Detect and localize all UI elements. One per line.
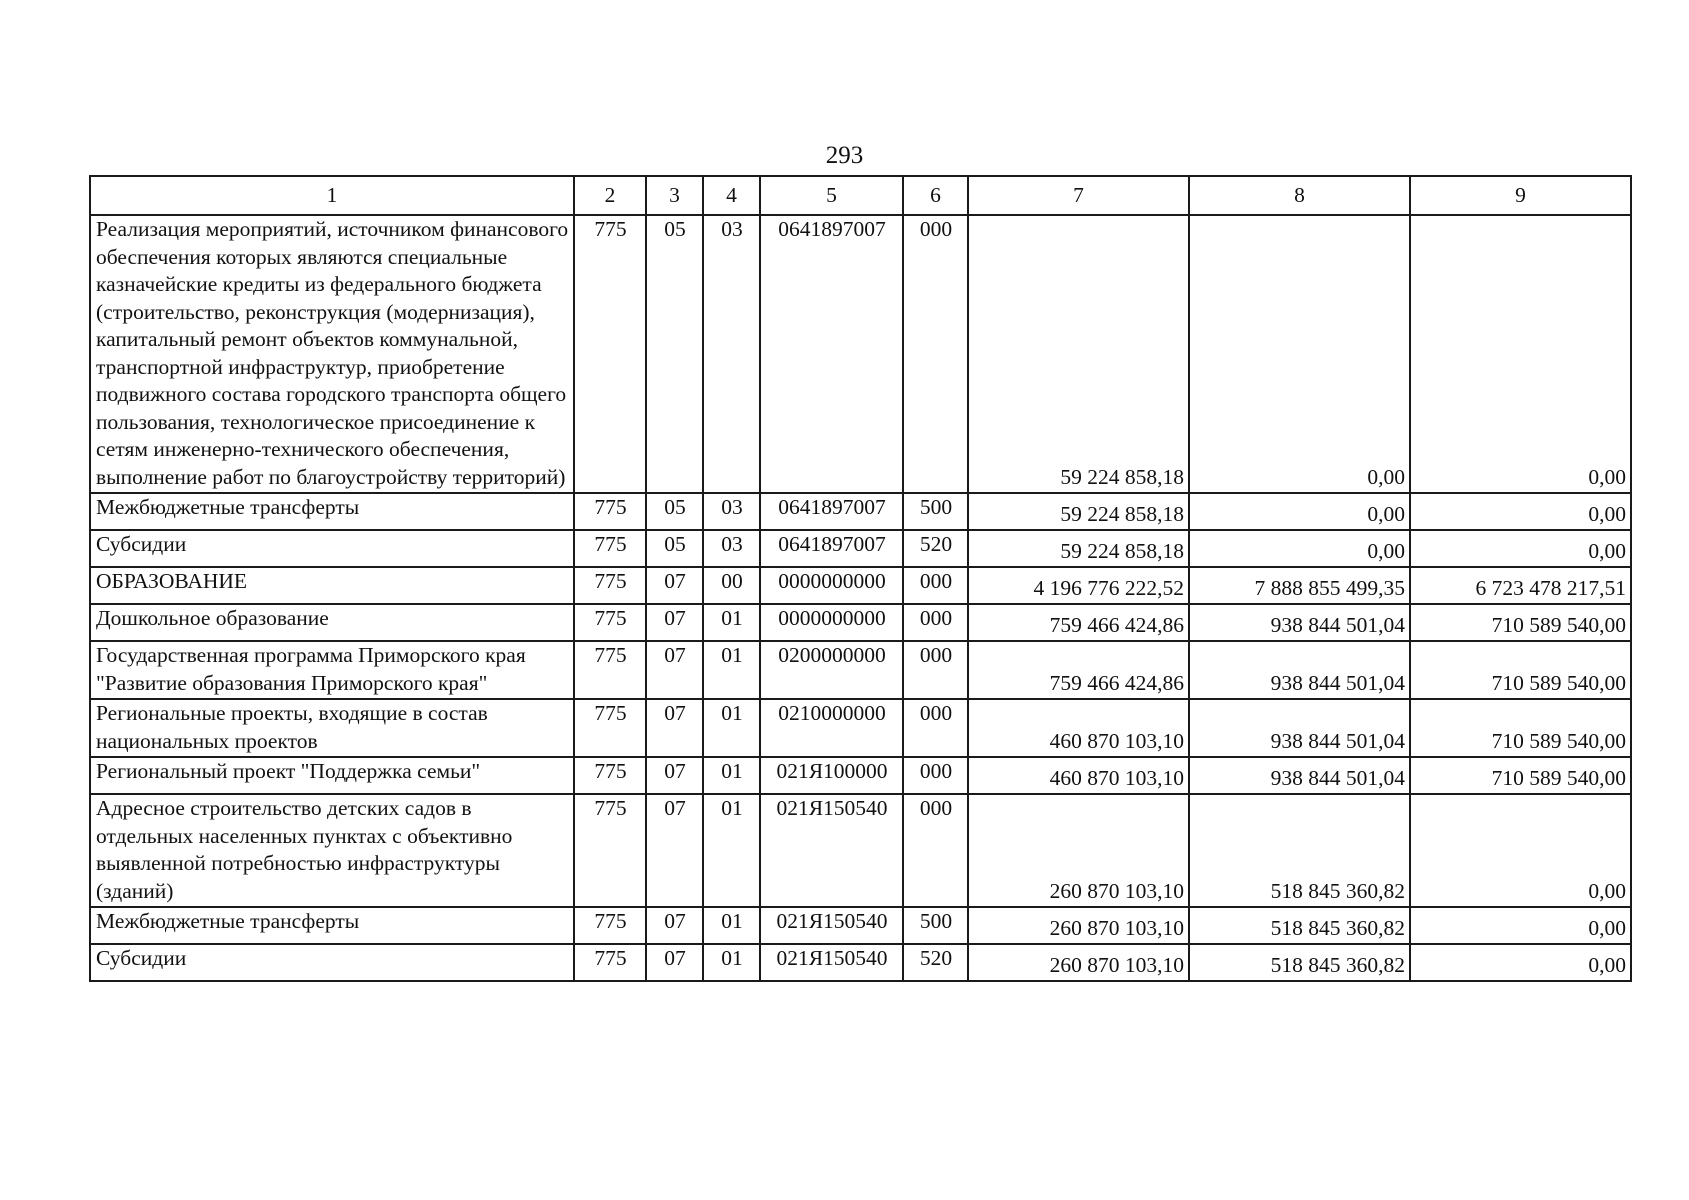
- amount-col7: 59 224 858,18: [968, 493, 1189, 530]
- amount-col8: 0,00: [1189, 215, 1410, 493]
- column-header: 3: [646, 176, 703, 215]
- code-target: 0641897007: [760, 530, 903, 567]
- row-name: Субсидии: [90, 944, 574, 981]
- budget-table: [89, 175, 1632, 982]
- amount-col8: 518 845 360,82: [1189, 907, 1410, 944]
- table-row: [90, 757, 1631, 794]
- amount-col8: 518 845 360,82: [1189, 794, 1410, 907]
- code-section: 07: [646, 699, 703, 757]
- column-header: 6: [903, 176, 968, 215]
- row-name: Субсидии: [90, 530, 574, 567]
- header-row: [90, 176, 1631, 215]
- code-target: 0000000000: [760, 567, 903, 604]
- code-section: 07: [646, 794, 703, 907]
- amount-col9: 0,00: [1410, 944, 1631, 981]
- code-gl-admin: 775: [574, 530, 646, 567]
- code-target: 0210000000: [760, 699, 903, 757]
- code-subsection: 01: [703, 641, 760, 699]
- amount-col9: 6 723 478 217,51: [1410, 567, 1631, 604]
- code-target: 0641897007: [760, 215, 903, 493]
- column-header: 4: [703, 176, 760, 215]
- amount-col9: 0,00: [1410, 530, 1631, 567]
- code-subsection: 01: [703, 907, 760, 944]
- page-number: 293: [825, 142, 864, 169]
- code-expense-type: 000: [903, 215, 968, 493]
- amount-col8: 518 845 360,82: [1189, 944, 1410, 981]
- code-expense-type: 500: [903, 493, 968, 530]
- row-name: Межбюджетные трансферты: [90, 907, 574, 944]
- amount-col9: 0,00: [1410, 215, 1631, 493]
- amount-col7: 260 870 103,10: [968, 944, 1189, 981]
- column-header: 7: [968, 176, 1189, 215]
- column-header: 1: [90, 176, 574, 215]
- code-expense-type: 000: [903, 604, 968, 641]
- code-subsection: 01: [703, 699, 760, 757]
- code-subsection: 01: [703, 944, 760, 981]
- amount-col9: 710 589 540,00: [1410, 604, 1631, 641]
- code-expense-type: 000: [903, 794, 968, 907]
- amount-col9: 710 589 540,00: [1410, 699, 1631, 757]
- amount-col7: 4 196 776 222,52: [968, 567, 1189, 604]
- code-section: 07: [646, 641, 703, 699]
- table-row: [90, 794, 1631, 907]
- code-section: 07: [646, 757, 703, 794]
- row-name: Реализация мероприятий, источником финансового обеспечения которых являются специальные казначейские кредиты из федерального бюджета (строительство, реконструкция (модернизация), капитальный ремонт объектов коммунальной, транспортной инфраструктур, приобретение подвижного состава городского транспорта общего пользования, технологическое присоединение к сетям инженерно-технического обеспечения, выполнение работ по благоустройству территорий): [90, 215, 574, 493]
- amount-col7: 759 466 424,86: [968, 604, 1189, 641]
- table-row: [90, 907, 1631, 944]
- table-row: [90, 215, 1631, 493]
- amount-col8: 938 844 501,04: [1189, 604, 1410, 641]
- code-expense-type: 500: [903, 907, 968, 944]
- code-gl-admin: 775: [574, 699, 646, 757]
- code-section: 07: [646, 604, 703, 641]
- code-target: 021Я100000: [760, 757, 903, 794]
- table-row: [90, 604, 1631, 641]
- amount-col7: 460 870 103,10: [968, 699, 1189, 757]
- code-section: 05: [646, 530, 703, 567]
- code-subsection: 01: [703, 604, 760, 641]
- code-expense-type: 520: [903, 530, 968, 567]
- code-subsection: 03: [703, 530, 760, 567]
- code-gl-admin: 775: [574, 215, 646, 493]
- code-target: 021Я150540: [760, 944, 903, 981]
- code-gl-admin: 775: [574, 794, 646, 907]
- table-row: [90, 493, 1631, 530]
- column-header: 5: [760, 176, 903, 215]
- amount-col7: 59 224 858,18: [968, 215, 1189, 493]
- amount-col9: 0,00: [1410, 493, 1631, 530]
- amount-col7: 59 224 858,18: [968, 530, 1189, 567]
- code-section: 07: [646, 907, 703, 944]
- code-gl-admin: 775: [574, 907, 646, 944]
- row-name: Дошкольное образование: [90, 604, 574, 641]
- row-name: ОБРАЗОВАНИЕ: [90, 567, 574, 604]
- amount-col8: 7 888 855 499,35: [1189, 567, 1410, 604]
- amount-col7: 260 870 103,10: [968, 794, 1189, 907]
- amount-col7: 759 466 424,86: [968, 641, 1189, 699]
- code-gl-admin: 775: [574, 757, 646, 794]
- row-name: Региональные проекты, входящие в состав национальных проектов: [90, 699, 574, 757]
- code-gl-admin: 775: [574, 493, 646, 530]
- code-section: 07: [646, 567, 703, 604]
- amount-col8: 0,00: [1189, 530, 1410, 567]
- table-row: [90, 641, 1631, 699]
- code-subsection: 00: [703, 567, 760, 604]
- amount-col8: 0,00: [1189, 493, 1410, 530]
- code-expense-type: 520: [903, 944, 968, 981]
- amount-col9: 0,00: [1410, 794, 1631, 907]
- code-gl-admin: 775: [574, 604, 646, 641]
- code-target: 0200000000: [760, 641, 903, 699]
- amount-col7: 260 870 103,10: [968, 907, 1189, 944]
- code-subsection: 03: [703, 215, 760, 493]
- amount-col8: 938 844 501,04: [1189, 757, 1410, 794]
- amount-col7: 460 870 103,10: [968, 757, 1189, 794]
- amount-col9: 710 589 540,00: [1410, 641, 1631, 699]
- amount-col9: 0,00: [1410, 907, 1631, 944]
- table-row: [90, 944, 1631, 981]
- amount-col8: 938 844 501,04: [1189, 699, 1410, 757]
- code-expense-type: 000: [903, 699, 968, 757]
- row-name: Региональный проект "Поддержка семьи": [90, 757, 574, 794]
- code-gl-admin: 775: [574, 567, 646, 604]
- code-subsection: 01: [703, 794, 760, 907]
- code-subsection: 01: [703, 757, 760, 794]
- amount-col8: 938 844 501,04: [1189, 641, 1410, 699]
- row-name: Государственная программа Приморского края "Развитие образования Приморского края": [90, 641, 574, 699]
- code-section: 05: [646, 493, 703, 530]
- code-subsection: 03: [703, 493, 760, 530]
- code-expense-type: 000: [903, 641, 968, 699]
- row-name: Межбюджетные трансферты: [90, 493, 574, 530]
- table-row: [90, 567, 1631, 604]
- code-target: 021Я150540: [760, 794, 903, 907]
- code-gl-admin: 775: [574, 944, 646, 981]
- table-row: [90, 699, 1631, 757]
- column-header: 8: [1189, 176, 1410, 215]
- code-target: 0000000000: [760, 604, 903, 641]
- code-target: 021Я150540: [760, 907, 903, 944]
- code-section: 07: [646, 944, 703, 981]
- code-expense-type: 000: [903, 757, 968, 794]
- column-header: 9: [1410, 176, 1631, 215]
- table-row: [90, 530, 1631, 567]
- code-expense-type: 000: [903, 567, 968, 604]
- code-gl-admin: 775: [574, 641, 646, 699]
- code-target: 0641897007: [760, 493, 903, 530]
- code-section: 05: [646, 215, 703, 493]
- column-header: 2: [574, 176, 646, 215]
- row-name: Адресное строительство детских садов в отдельных населенных пунктах с объективно выявленной потребностью инфраструктуры (зданий): [90, 794, 574, 907]
- amount-col9: 710 589 540,00: [1410, 757, 1631, 794]
